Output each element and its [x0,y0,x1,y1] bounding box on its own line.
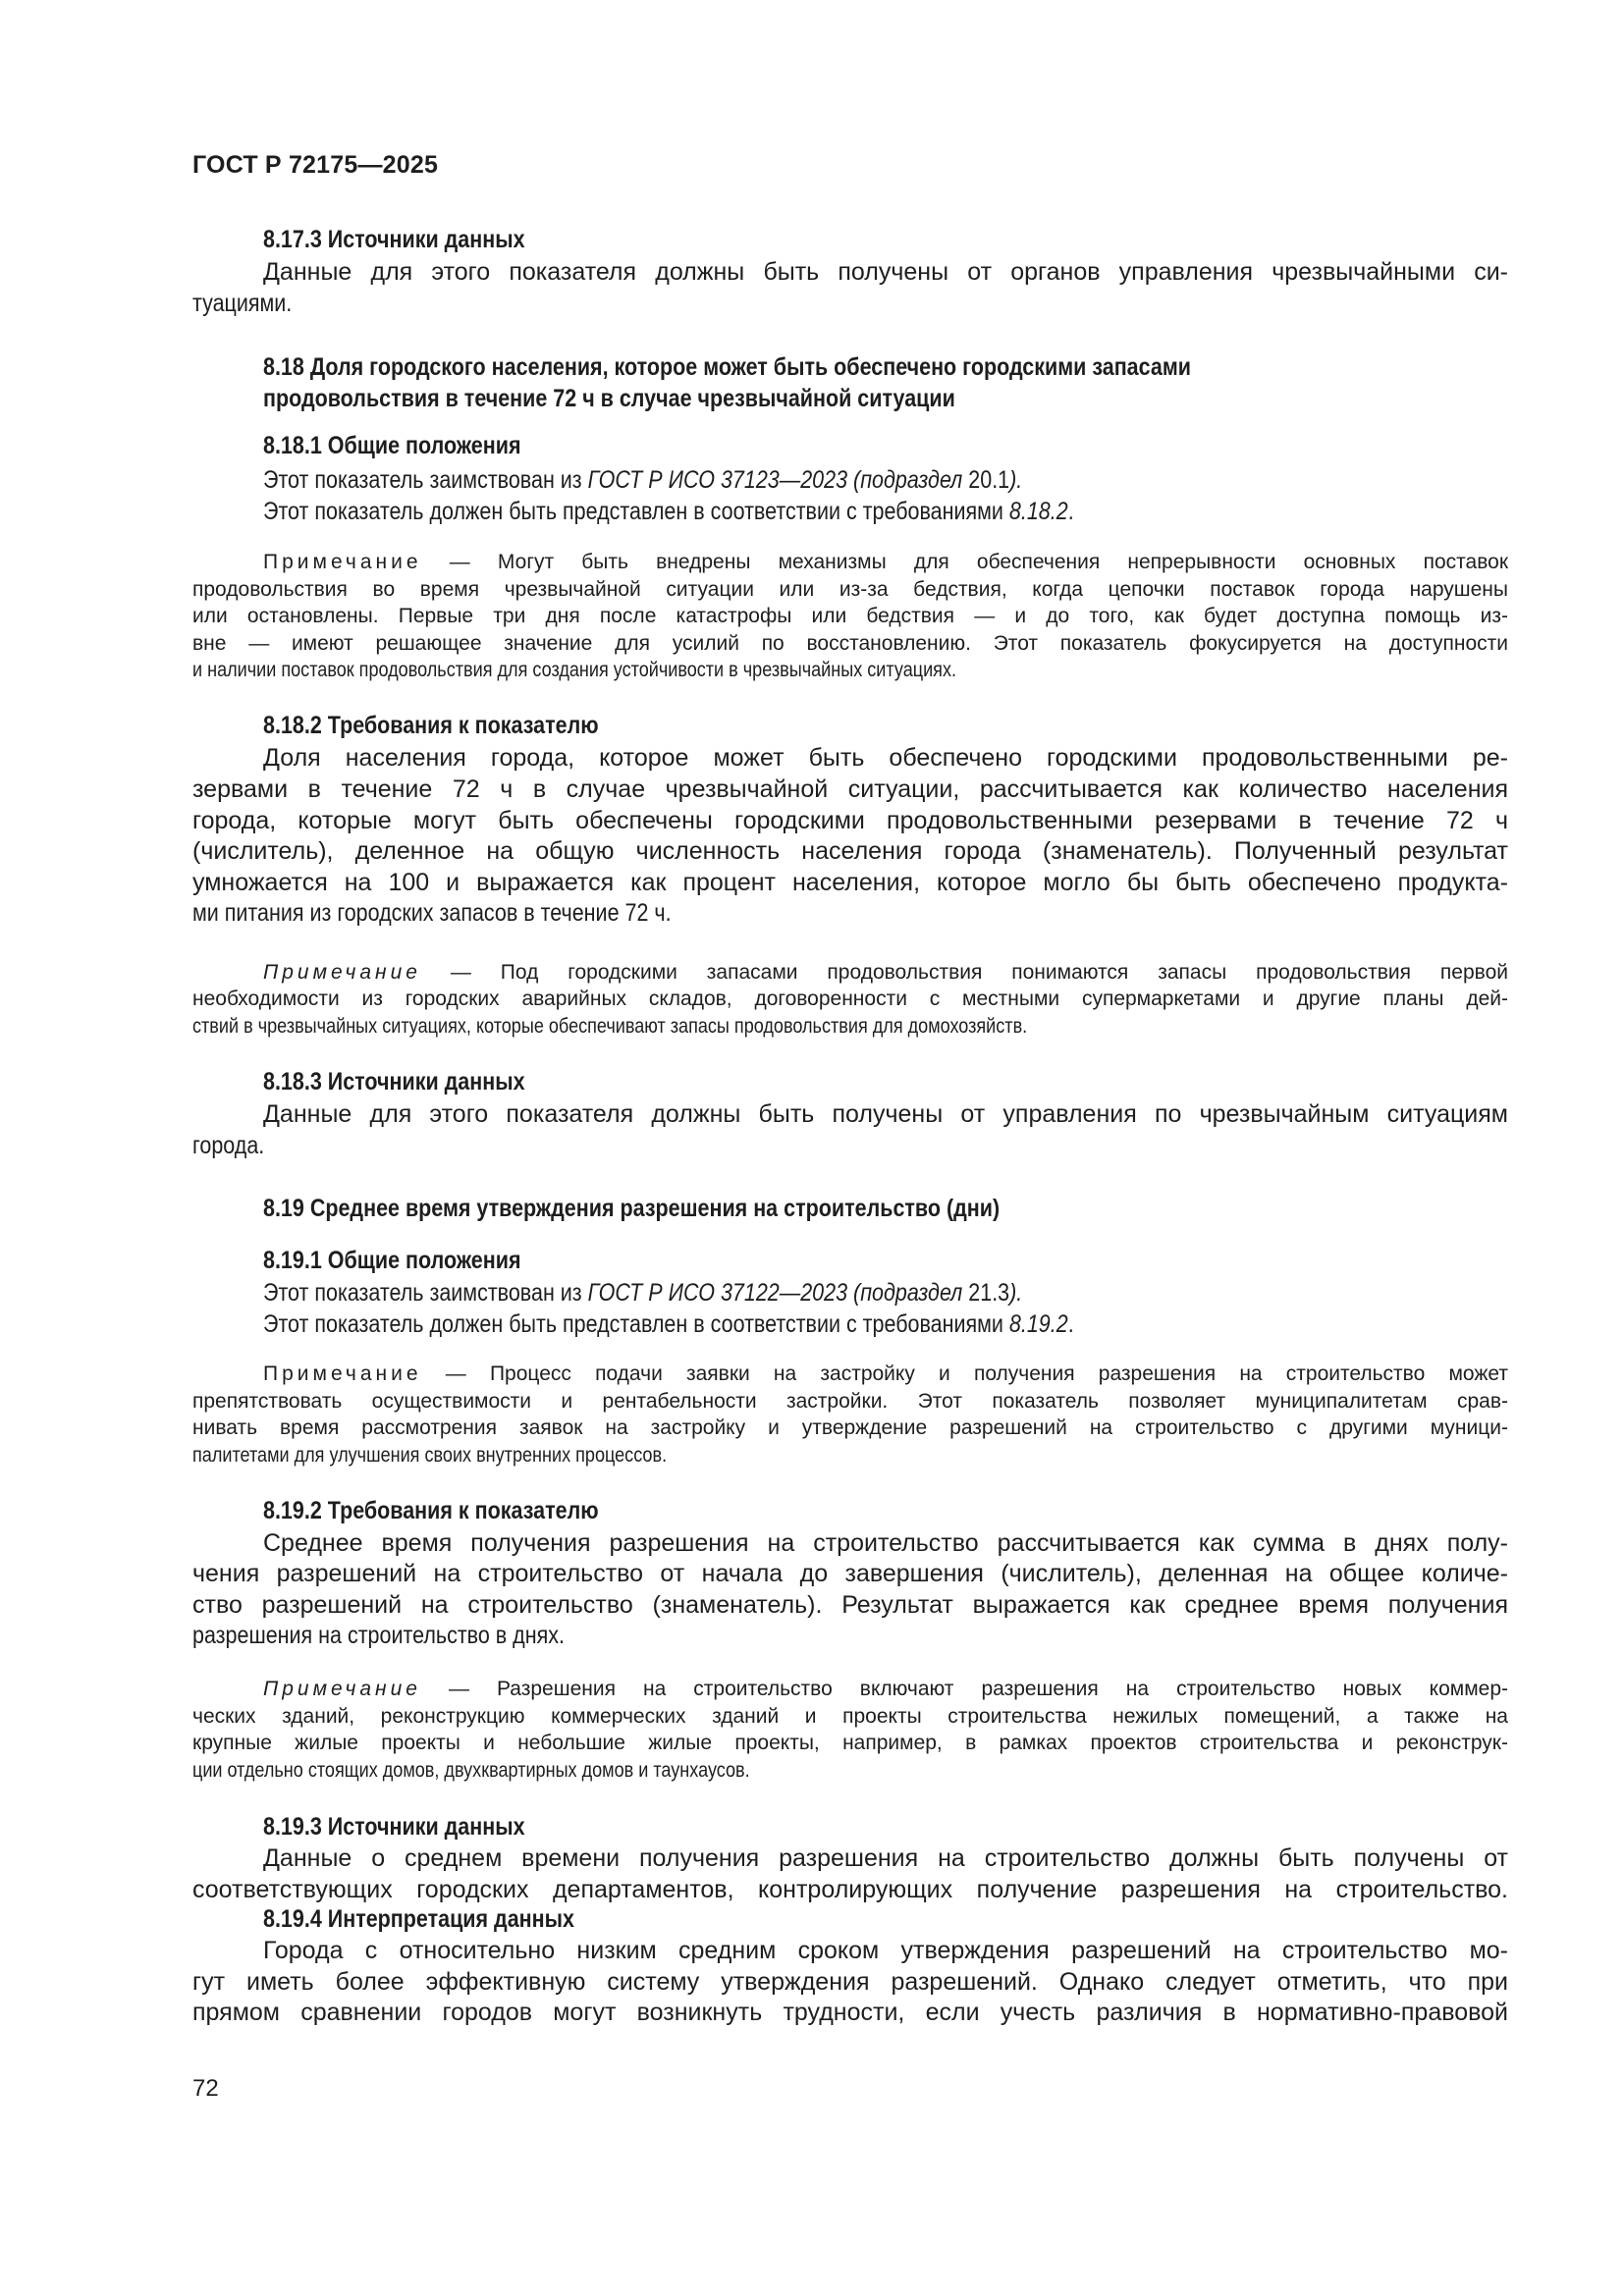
section-8-19-1-title: 8.19.1 Общие положения [263,1247,521,1274]
note-label: Примечание [263,1362,422,1385]
text: . [1067,1310,1074,1338]
paragraph-line: города. [192,1132,265,1159]
text: Этот показатель заимствован из [263,466,588,494]
note-line: препятствовать осуществимости и рентабельности застройки. Этот показатель позволяет муниципалитетам срав- [192,1390,1508,1413]
paragraph-line: Среднее время получения разрешения на строительство рассчитывается как сумма в днях полу- [263,1529,1508,1557]
text: ). [1009,466,1023,494]
text: Этот показатель должен быть представлен в соответствии с требованиями [263,498,1009,525]
text: . [1067,498,1074,525]
paragraph-line [263,1310,1074,1339]
text: — Под городскими запасами продовольствия понимаются запасы продовольствия первой [450,961,1508,984]
section-8-18-title: продовольствия в течение 72 ч в случае чрезвычайной ситуации [263,385,955,412]
note-line: или остановлены. Первые три дня после катастрофы или бедствия — и до того, как будет доступна помощь из- [192,605,1508,627]
paragraph-line: умножается на 100 и выражается как процент населения, которое могло бы быть обеспечено продукта- [192,869,1508,896]
section-8-18-1-title: 8.18.1 Общие положения [263,432,521,459]
section-8-18-2-title: 8.18.2 Требования к показателю [263,712,599,739]
paragraph-line: Данные о среднем времени получения разрешения на строительство должны быть получены от [263,1844,1508,1872]
note-label: Примечание [263,961,421,984]
note-line: ции отдельно стоящих домов, двухквартирных домов и таунхаусов. [192,1759,750,1782]
text: ). [1009,1279,1023,1307]
paragraph-line [263,1279,1022,1308]
note-line [263,551,1508,574]
section-8-19-2-title: 8.19.2 Требования к показателю [263,1497,599,1524]
section-8-18-title: 8.18 Доля городского населения, которое может быть обеспечено городскими запасами [263,353,1191,381]
note-line: и наличии поставок продовольствия для создания устойчивости в чрезвычайных ситуациях. [192,659,957,681]
text: Этот показатель должен быть представлен в соответствии с требованиями [263,1310,1009,1338]
paragraph-line: Данные для этого показателя должны быть получены от управления по чрезвычайным ситуациям [263,1100,1508,1128]
subsection-number: 20.1 [968,466,1010,494]
section-8-19-title: 8.19 Среднее время утверждения разрешения на строительство (дни) [263,1195,1001,1222]
note-line: вне — имеют решающее значение для усилий по восстановлению. Этот показатель фокусируется на доступности [192,632,1508,655]
page-number: 72 [192,2075,219,2102]
subsection-number: 21.3 [968,1279,1010,1307]
text: — Могут быть внедрены механизмы для обеспечения непрерывности основных поставок [449,551,1509,573]
paragraph-line [263,498,1074,526]
note-line: крупные жилые проекты и небольшие жилые проекты, например, в рамках проектов строительства и реконструк- [192,1732,1508,1754]
paragraph-line: зервами в течение 72 ч в случае чрезвычайной ситуации, рассчитывается как количество населения [192,775,1508,803]
cross-reference: 8.18.2 [1008,498,1068,525]
section-8-17-3-title: 8.17.3 Источники данных [263,226,525,253]
paragraph-line: чения разрешений на строительство от начала до завершения (числитель), деленная на общее количе- [192,1560,1508,1587]
note-line [263,1678,1508,1701]
paragraph-line: Города с относительно низким средним сроком утверждения разрешений на строительство мо- [263,1937,1508,1964]
paragraph-line: ство разрешений на строительство (знаменатель). Результат выражается как среднее время получения [192,1591,1508,1619]
standard-reference: ГОСТ Р ИСО 37122—2023 (подраздел [587,1279,969,1307]
paragraph-line: разрешения на строительство в днях. [192,1622,565,1649]
paragraph-line: прямом сравнении городов могут возникнуть трудности, если учесть различия в нормативно-правовой [192,1999,1508,2026]
section-8-18-3-title: 8.18.3 Источники данных [263,1068,525,1095]
text: Этот показатель заимствован из [263,1279,588,1307]
paragraph-line: ми питания из городских запасов в течение 72 ч. [192,899,672,927]
text: — Разрешения на строительство включают разрешения на строительство новых коммер- [448,1678,1508,1700]
paragraph-line: Доля населения города, которое может быть обеспечено городскими продовольственными ре- [263,744,1508,772]
paragraph-line: города, которые могут быть обеспечены городскими продовольственными резервами в течение 72 ч [192,807,1508,834]
note-line [263,961,1508,985]
note-line: ческих зданий, реконструкцию коммерческих зданий и проекты строительства нежилых помещений, а также на [192,1705,1508,1728]
note-line: ствий в чрезвычайных ситуациях, которые обеспечивают запасы продовольствия для домохозяйств. [192,1015,1028,1038]
note-label: Примечание [263,551,422,573]
note-line: продовольствия во время чрезвычайной ситуации или из-за бедствия, когда цепочки поставок города нарушены [192,578,1508,601]
note-line: необходимости из городских аварийных складов, договоренности с местными супермаркетами и другие планы дей- [192,988,1508,1010]
note-label: Примечание [263,1678,421,1700]
cross-reference: 8.19.2 [1008,1310,1068,1338]
section-8-19-3-title: 8.19.3 Источники данных [263,1813,525,1841]
document-header: ГОСТ Р 72175—2025 [192,151,439,179]
paragraph-line: (числитель), деленное на общую численность населения города (знаменатель). Полученный результат [192,837,1508,865]
paragraph-line [263,466,1022,495]
note-line: палитетами для улучшения своих внутренних процессов. [192,1444,668,1467]
paragraph-line: гут иметь более эффективную систему утверждения разрешений. Однако следует отметить, что при [192,1968,1508,1996]
standard-reference: ГОСТ Р ИСО 37123—2023 (подраздел [587,466,969,494]
paragraph-line: соответствующих городских департаментов, контролирующих получение разрешения на строительство. [192,1876,1508,1903]
note-line [263,1362,1508,1386]
paragraph-line: туациями. [192,290,293,317]
paragraph-line: Данные для этого показателя должны быть получены от органов управления чрезвычайными си- [263,258,1508,286]
text: — Процесс подачи заявки на застройку и получения разрешения на строительство может [445,1362,1508,1385]
section-8-19-4-title: 8.19.4 Интерпретация данных [263,1905,574,1933]
note-line: нивать время рассмотрения заявок на застройку и утверждение разрешений на строительство с другими муници- [192,1416,1508,1439]
